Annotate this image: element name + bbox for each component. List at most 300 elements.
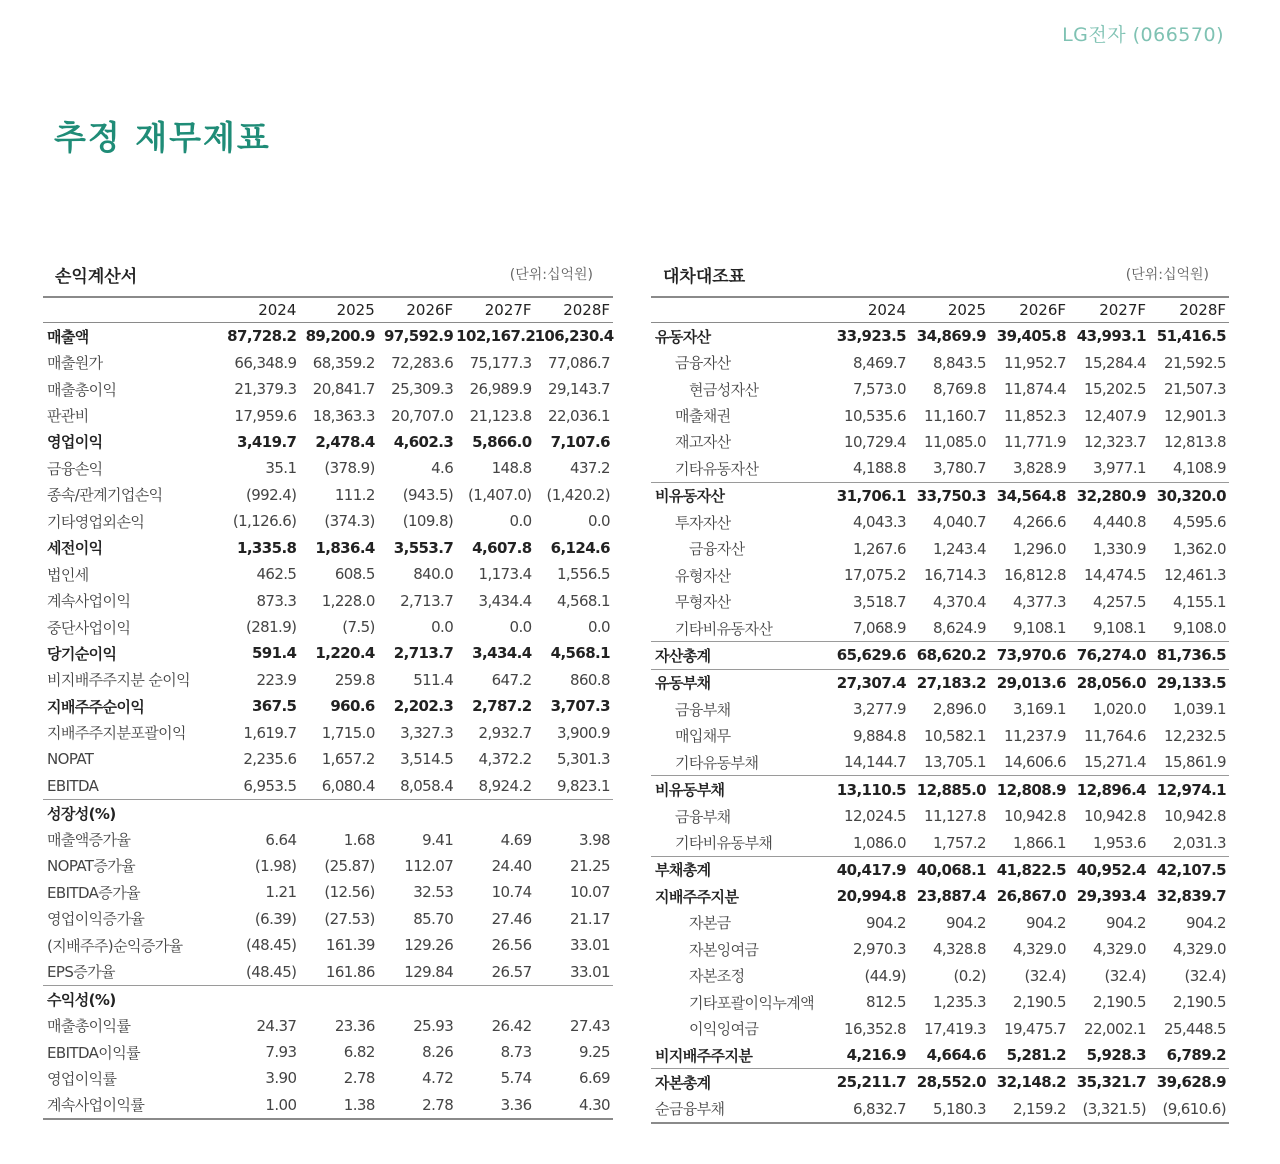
balance-year-header: 2026F: [989, 297, 1069, 323]
value-cell: 4,377.3: [1012, 592, 1066, 611]
value-cell: 12,813.8: [1164, 432, 1226, 451]
value-cell: 29,133.5: [1149, 669, 1229, 696]
value-cell: 16,812.8: [1004, 566, 1066, 585]
value-cell: 12,885.0: [909, 776, 989, 803]
value-cell: (943.5): [402, 485, 454, 504]
value-cell: 12,808.9: [989, 776, 1069, 803]
row-label: 순금융부채: [651, 1096, 829, 1123]
value-cell: 2.78: [378, 1092, 456, 1119]
value-cell: 4,329.0: [1012, 940, 1066, 959]
balance-row: [651, 482, 1229, 509]
balance-row: [651, 642, 1229, 669]
row-label: 지배주주순이익: [47, 697, 145, 716]
value-cell: 1,556.5: [556, 565, 610, 584]
row-label: 부채총계: [651, 856, 829, 883]
balance-row: [651, 936, 1229, 962]
value-cell: 1,039.1: [1172, 700, 1226, 719]
income-header-row: [43, 297, 613, 323]
value-cell: 11,952.7: [1004, 353, 1066, 372]
value-cell: 5,180.3: [909, 1096, 989, 1123]
value-cell: 2,031.3: [1172, 833, 1226, 852]
row-label: 세전이익: [47, 539, 103, 558]
value-cell: 1,086.0: [852, 833, 906, 852]
row-label: 계속사업이익률: [43, 1092, 221, 1119]
balance-row: [651, 509, 1229, 535]
value-cell: 3,169.1: [1012, 700, 1066, 719]
row-label: 비유동부채: [651, 776, 829, 803]
value-cell: 7,107.6: [550, 432, 610, 451]
value-cell: 26.42: [491, 1016, 532, 1035]
balance-row: [651, 989, 1229, 1015]
balance-row: [651, 963, 1229, 989]
income-year-header: 2027F: [456, 297, 534, 323]
income-statement-body: [43, 323, 613, 1120]
value-cell: 34,564.8: [989, 482, 1069, 509]
value-cell: 11,127.8: [924, 807, 986, 826]
income-row: [43, 1039, 613, 1065]
row-label: 금융손익: [47, 459, 103, 478]
income-row: [43, 455, 613, 481]
balance-row: [651, 749, 1229, 776]
value-cell: 12,024.5: [844, 807, 906, 826]
value-cell: 12,232.5: [1164, 726, 1226, 745]
balance-row: [651, 1015, 1229, 1041]
value-cell: 20,707.0: [391, 406, 454, 425]
value-cell: 16,714.3: [924, 566, 986, 585]
value-cell: 1,330.9: [1092, 539, 1146, 558]
value-cell: (109.8): [402, 512, 454, 531]
value-cell: 647.2: [491, 670, 532, 689]
row-label: NOPAT: [47, 750, 94, 769]
value-cell: 35.1: [265, 459, 297, 478]
value-cell: 11,085.0: [924, 432, 986, 451]
value-cell: 23,887.4: [916, 887, 986, 906]
value-cell: [221, 985, 299, 1012]
value-cell: (32.4): [1184, 966, 1226, 985]
value-cell: 26,989.9: [469, 380, 532, 399]
value-cell: 13,110.5: [829, 776, 909, 803]
value-cell: 87,728.2: [227, 327, 297, 346]
value-cell: 8,924.2: [478, 776, 532, 795]
value-cell: 9,108.0: [1172, 619, 1226, 638]
income-row: [43, 746, 613, 772]
value-cell: [535, 799, 613, 826]
value-cell: 4,108.9: [1172, 459, 1226, 478]
balance-row: [651, 1096, 1229, 1123]
value-cell: 3,514.5: [400, 750, 454, 769]
value-cell: 21,379.3: [234, 380, 297, 399]
balance-sheet-unit: (단위:십억원): [1125, 267, 1209, 283]
balance-row: [651, 883, 1229, 909]
value-cell: 97,592.9: [383, 327, 454, 346]
income-row: [43, 985, 613, 1012]
income-row: [43, 959, 613, 986]
value-cell: 31,706.1: [829, 482, 909, 509]
balance-row: [651, 829, 1229, 856]
balance-row: [651, 1069, 1229, 1096]
balance-sheet-panel: [651, 258, 1229, 1124]
value-cell: [299, 799, 377, 826]
income-row: [43, 482, 613, 508]
value-cell: 72,283.6: [391, 353, 454, 372]
row-label: 현금성자산: [689, 380, 759, 399]
value-cell: 10,942.8: [1004, 807, 1066, 826]
row-label: 중단사업이익: [47, 618, 131, 637]
row-label: 기타영업외손익: [47, 512, 145, 531]
row-label: 계속사업이익: [47, 592, 131, 611]
value-cell: (12.56): [324, 883, 375, 902]
balance-row: [651, 588, 1229, 614]
balance-sheet-title: 대차대조표: [663, 267, 746, 287]
value-cell: (7.5): [342, 618, 375, 637]
value-cell: 904.2: [1106, 913, 1146, 932]
income-row: [43, 561, 613, 587]
value-cell: 26,867.0: [996, 887, 1066, 906]
value-cell: 10,582.1: [924, 726, 986, 745]
value-cell: 1,657.2: [321, 750, 375, 769]
value-cell: 32.53: [413, 883, 454, 902]
value-cell: 3,518.7: [852, 592, 906, 611]
value-cell: 32,280.9: [1069, 482, 1149, 509]
value-cell: 6,789.2: [1166, 1046, 1226, 1065]
row-label: 금융부채: [675, 807, 731, 826]
value-cell: 17,419.3: [924, 1019, 986, 1038]
value-cell: (3,321.5): [1069, 1096, 1149, 1123]
balance-row: [651, 1042, 1229, 1069]
value-cell: 14,144.7: [844, 753, 906, 772]
value-cell: 21.25: [570, 856, 610, 875]
income-statement-title: 손익계산서: [55, 267, 138, 287]
value-cell: 5.74: [500, 1069, 532, 1088]
value-cell: (1,126.6): [232, 512, 297, 531]
row-label: 유동부채: [651, 669, 829, 696]
value-cell: 0.0: [587, 512, 610, 531]
value-cell: 102,167.2: [456, 327, 536, 346]
income-row: [43, 535, 613, 561]
value-cell: 10.74: [491, 883, 532, 902]
value-cell: 4,607.8: [472, 538, 532, 557]
value-cell: (32.4): [1024, 966, 1066, 985]
value-cell: 23.36: [334, 1016, 375, 1035]
value-cell: 223.9: [256, 670, 297, 689]
value-cell: 3,707.3: [550, 697, 610, 716]
balance-row: [651, 669, 1229, 696]
value-cell: (1.98): [254, 856, 297, 875]
row-label: 매출원가: [47, 354, 103, 373]
value-cell: 3,780.7: [932, 459, 986, 478]
value-cell: 5,301.3: [556, 750, 610, 769]
value-cell: 1,757.2: [932, 833, 986, 852]
value-cell: 25,448.5: [1164, 1019, 1226, 1038]
value-cell: 42,107.5: [1149, 856, 1229, 883]
row-label: 금융부채: [675, 700, 731, 719]
row-label: 기타비유동자산: [675, 619, 773, 638]
value-cell: 6,953.5: [243, 776, 297, 795]
row-label: 자본총계: [651, 1069, 829, 1096]
value-cell: 16,352.8: [844, 1019, 906, 1038]
income-row: [43, 508, 613, 534]
value-cell: 6.82: [343, 1043, 375, 1062]
balance-label-header: [651, 297, 829, 323]
balance-row: [651, 696, 1229, 722]
row-label: 수익성(%): [43, 985, 221, 1012]
value-cell: 39,628.9: [1149, 1069, 1229, 1096]
value-cell: 7,573.0: [852, 380, 906, 399]
row-label: 금융자산: [675, 354, 731, 373]
income-row: [43, 772, 613, 799]
value-cell: 904.2: [1186, 913, 1226, 932]
value-cell: 1,228.0: [321, 591, 375, 610]
value-cell: 10,535.6: [844, 406, 906, 425]
value-cell: (32.4): [1104, 966, 1146, 985]
value-cell: 873.3: [256, 591, 297, 610]
income-row: [43, 720, 613, 746]
company-code: LG전자 (066570): [1062, 24, 1224, 46]
value-cell: 860.8: [570, 670, 610, 689]
value-cell: 8,843.5: [932, 353, 986, 372]
value-cell: 1,220.4: [315, 644, 375, 663]
value-cell: 0.0: [509, 512, 532, 531]
value-cell: 27,307.4: [829, 669, 909, 696]
row-label: 영업이익률: [47, 1069, 117, 1088]
value-cell: 4.69: [500, 830, 532, 849]
value-cell: 812.5: [866, 993, 906, 1012]
value-cell: 1.00: [221, 1092, 299, 1119]
value-cell: 27.46: [491, 909, 532, 928]
value-cell: 43,993.1: [1076, 327, 1146, 346]
balance-row: [651, 562, 1229, 588]
value-cell: [221, 799, 299, 826]
value-cell: 33,923.5: [836, 327, 906, 346]
value-cell: 5,928.3: [1086, 1046, 1146, 1065]
value-cell: (1,420.2): [546, 485, 610, 504]
value-cell: 68,620.2: [909, 642, 989, 669]
value-cell: 111.2: [334, 485, 375, 504]
value-cell: 12,901.3: [1164, 406, 1226, 425]
value-cell: 4,328.8: [932, 940, 986, 959]
value-cell: 904.2: [946, 913, 986, 932]
row-label: 기타유동자산: [675, 459, 759, 478]
income-year-header: 2026F: [378, 297, 456, 323]
row-label: EPS증가율: [47, 963, 115, 982]
value-cell: 4,602.3: [393, 432, 454, 451]
row-label: 매출채권: [675, 407, 731, 426]
value-cell: 161.86: [325, 962, 375, 981]
value-cell: 2,190.5: [1012, 993, 1066, 1012]
income-row: [43, 376, 613, 402]
row-label: 무형자산: [675, 593, 731, 612]
value-cell: (378.9): [324, 459, 375, 478]
value-cell: 6.64: [265, 830, 297, 849]
balance-row: [651, 349, 1229, 375]
value-cell: (374.3): [324, 512, 375, 531]
income-label-header: [43, 297, 221, 323]
value-cell: 1,619.7: [243, 723, 297, 742]
value-cell: (25.87): [324, 856, 375, 875]
value-cell: 12,896.4: [1069, 776, 1149, 803]
value-cell: (27.53): [324, 909, 375, 928]
value-cell: 904.2: [866, 913, 906, 932]
value-cell: 73,970.6: [989, 642, 1069, 669]
value-cell: 10,942.8: [1084, 807, 1146, 826]
row-label: 기타비유동부채: [675, 834, 773, 853]
value-cell: 3.98: [579, 830, 610, 849]
income-year-header: 2024: [221, 297, 299, 323]
value-cell: (9,610.6): [1149, 1096, 1229, 1123]
row-label: 매출액: [47, 327, 89, 346]
value-cell: 12,407.9: [1084, 406, 1146, 425]
income-statement-header: [43, 258, 613, 296]
value-cell: 15,271.4: [1084, 753, 1146, 772]
value-cell: 1,335.8: [237, 538, 297, 557]
value-cell: 18,363.3: [312, 406, 375, 425]
value-cell: 28,552.0: [909, 1069, 989, 1096]
row-label: NOPAT증가율: [47, 857, 136, 876]
balance-row: [651, 323, 1229, 350]
value-cell: 8.26: [422, 1043, 454, 1062]
value-cell: 4.72: [422, 1069, 454, 1088]
value-cell: 1.38: [299, 1092, 377, 1119]
balance-year-header: 2028F: [1149, 297, 1229, 323]
value-cell: 9.41: [422, 830, 454, 849]
row-label: 자산총계: [651, 642, 829, 669]
balance-row: [651, 856, 1229, 883]
value-cell: 3,553.7: [393, 538, 454, 557]
row-label: 금융자산: [689, 540, 745, 559]
value-cell: 76,274.0: [1069, 642, 1149, 669]
balance-row: [651, 376, 1229, 402]
income-row: [43, 1092, 613, 1119]
row-label: 기타포괄이익누계액: [689, 993, 815, 1012]
value-cell: 34,869.9: [916, 327, 986, 346]
income-statement-table: [43, 296, 613, 1120]
value-cell: 15,861.9: [1164, 753, 1226, 772]
value-cell: 7,068.9: [852, 619, 906, 638]
value-cell: 1.68: [343, 830, 375, 849]
value-cell: 12,974.1: [1149, 776, 1229, 803]
income-row: [43, 932, 613, 958]
income-row: [43, 1012, 613, 1038]
value-cell: 19,475.7: [1004, 1019, 1066, 1038]
value-cell: 21,123.8: [469, 406, 532, 425]
value-cell: 22,036.1: [548, 406, 610, 425]
value-cell: 8.73: [500, 1043, 532, 1062]
value-cell: 32,839.7: [1156, 887, 1226, 906]
balance-year-header: 2024: [829, 297, 909, 323]
value-cell: 5,281.2: [1006, 1046, 1066, 1065]
value-cell: 4,266.6: [1012, 513, 1066, 532]
value-cell: 367.5: [251, 697, 297, 716]
value-cell: 1,715.0: [321, 723, 375, 742]
balance-row: [651, 455, 1229, 482]
value-cell: 3,434.4: [472, 644, 532, 663]
value-cell: 0.0: [587, 618, 610, 637]
value-cell: 437.2: [570, 459, 610, 478]
value-cell: 8,769.8: [932, 380, 986, 399]
value-cell: 2,787.2: [472, 697, 532, 716]
value-cell: (281.9): [245, 618, 297, 637]
value-cell: 1,267.6: [852, 539, 906, 558]
value-cell: 3,327.3: [400, 723, 454, 742]
value-cell: 608.5: [334, 565, 375, 584]
row-label: 지배주주지분: [655, 887, 739, 906]
value-cell: 10,729.4: [844, 432, 906, 451]
income-row: [43, 429, 613, 455]
value-cell: 4,257.5: [1092, 592, 1146, 611]
row-label: EBITDA: [47, 776, 99, 795]
value-cell: [456, 799, 534, 826]
value-cell: 26.57: [491, 962, 532, 981]
row-label: 성장성(%): [43, 799, 221, 826]
value-cell: 33.01: [570, 936, 610, 955]
value-cell: 3.90: [265, 1069, 297, 1088]
row-label: 투자자산: [675, 513, 731, 532]
value-cell: 6,832.7: [829, 1096, 909, 1123]
row-label: 자본잉여금: [689, 940, 759, 959]
value-cell: 10,942.8: [1164, 807, 1226, 826]
value-cell: 4,568.1: [550, 644, 610, 663]
value-cell: 9,823.1: [556, 776, 610, 795]
balance-year-header: 2025: [909, 297, 989, 323]
value-cell: 12,461.3: [1164, 566, 1226, 585]
value-cell: 129.26: [404, 936, 454, 955]
value-cell: 40,068.1: [909, 856, 989, 883]
income-row: [43, 853, 613, 879]
value-cell: 20,994.8: [836, 887, 906, 906]
value-cell: 6,080.4: [321, 776, 375, 795]
value-cell: 148.8: [491, 459, 532, 478]
value-cell: 0.0: [431, 618, 454, 637]
value-cell: 8,624.9: [932, 619, 986, 638]
value-cell: 9.25: [579, 1043, 610, 1062]
value-cell: 2,932.7: [478, 723, 532, 742]
income-statement-panel: [43, 258, 613, 1120]
income-statement-unit: (단위:십억원): [509, 267, 593, 283]
value-cell: [299, 985, 377, 1012]
value-cell: 1,243.4: [932, 539, 986, 558]
row-label: 자본조정: [689, 967, 745, 986]
value-cell: 51,416.5: [1156, 327, 1226, 346]
balance-year-header: 2027F: [1069, 297, 1149, 323]
value-cell: 7.93: [265, 1043, 297, 1062]
value-cell: 4,370.4: [932, 592, 986, 611]
value-cell: (44.9): [864, 966, 906, 985]
value-cell: 161.39: [325, 936, 375, 955]
value-cell: 66,348.9: [234, 353, 297, 372]
row-label: 지배주주지분포괄이익: [47, 724, 186, 743]
value-cell: 4,329.0: [1092, 940, 1146, 959]
income-row: [43, 667, 613, 693]
value-cell: 4,329.0: [1172, 940, 1226, 959]
income-row: [43, 693, 613, 719]
row-label: 매출총이익: [47, 380, 117, 399]
value-cell: 2,235.6: [243, 750, 297, 769]
value-cell: 11,852.3: [1004, 406, 1066, 425]
value-cell: 11,237.9: [1004, 726, 1066, 745]
value-cell: 14,474.5: [1084, 566, 1146, 585]
value-cell: 9,108.1: [1012, 619, 1066, 638]
value-cell: 30,320.0: [1149, 482, 1229, 509]
row-label: EBITDA이익률: [47, 1043, 140, 1062]
balance-header-row: [651, 297, 1229, 323]
value-cell: 39,405.8: [996, 327, 1066, 346]
value-cell: (48.45): [245, 936, 297, 955]
value-cell: 259.8: [334, 670, 375, 689]
value-cell: 21,507.3: [1164, 380, 1226, 399]
value-cell: 1,953.6: [1092, 833, 1146, 852]
value-cell: 15,284.4: [1084, 353, 1146, 372]
value-cell: 33.01: [570, 962, 610, 981]
